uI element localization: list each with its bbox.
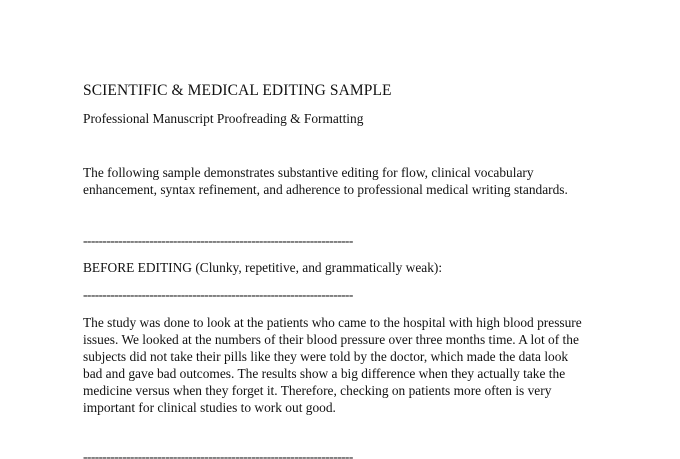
- before-line: important for clinical studies to work out good.: [83, 400, 336, 415]
- before-editing-paragraph: [83, 314, 582, 416]
- before-line: bad and gave bad outcomes. The results show a big difference when they actually take the: [83, 366, 566, 381]
- intro-line: The following sample demonstrates substantive editing for flow, clinical vocabulary: [83, 165, 534, 180]
- divider-line: ---------------------------------------------------------------------: [83, 287, 353, 302]
- intro-line: enhancement, syntax refinement, and adherence to professional medical writing standards.: [83, 182, 568, 197]
- before-line: subjects did not take their pills like they were told by the doctor, which made the data look: [83, 349, 569, 364]
- before-line: medicine versus when they forget it. Therefore, checking on patients more often is very: [83, 383, 552, 398]
- before-editing-label: BEFORE EDITING (Clunky, repetitive, and grammatically weak):: [83, 260, 443, 275]
- document-subtitle: Professional Manuscript Proofreading & Formatting: [83, 111, 364, 126]
- divider-line: ---------------------------------------------------------------------: [83, 233, 353, 248]
- divider-line: ---------------------------------------------------------------------: [83, 449, 353, 459]
- intro-paragraph: [83, 164, 568, 198]
- document-title: SCIENTIFIC & MEDICAL EDITING SAMPLE: [83, 82, 392, 99]
- before-line: The study was done to look at the patients who came to the hospital with high blood pressure: [83, 315, 582, 330]
- before-line: issues. We looked at the numbers of their blood pressure over three months time. A lot of the: [83, 332, 579, 347]
